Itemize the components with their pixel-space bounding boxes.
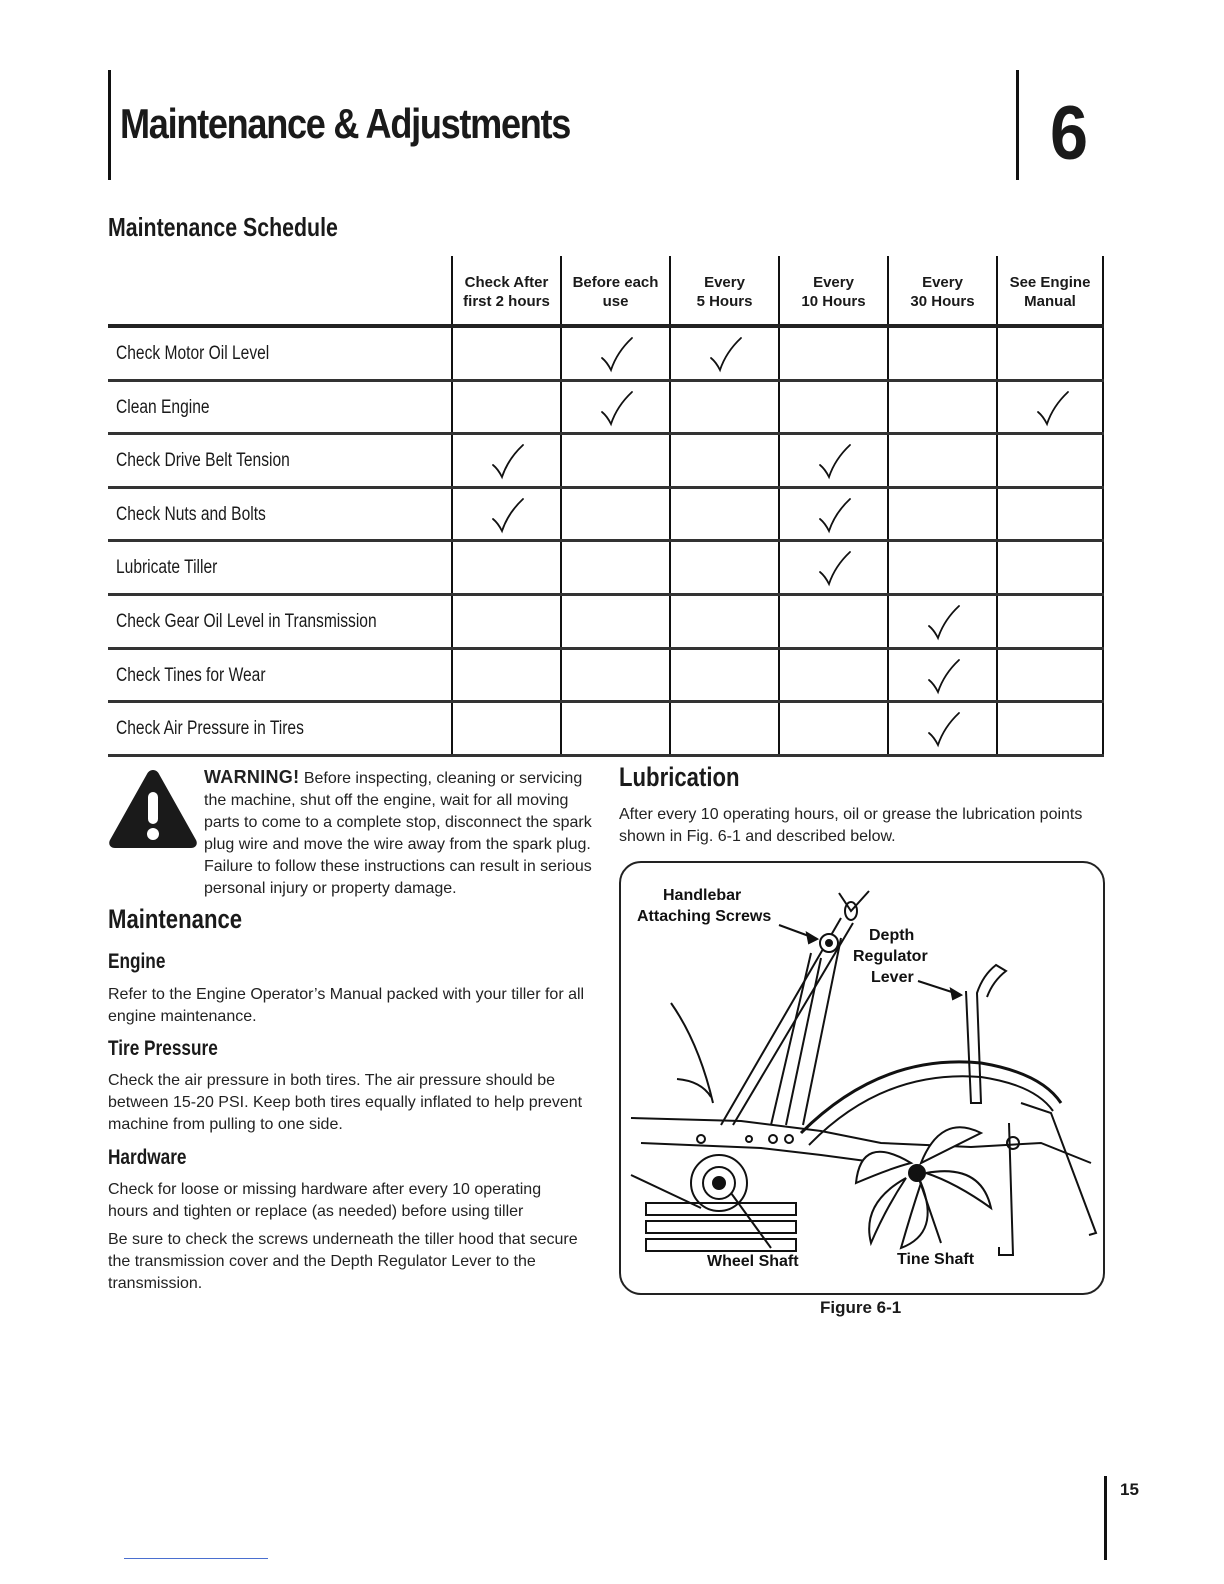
- maintenance-schedule-table: [108, 256, 1104, 740]
- row-label: Check Drive Belt Tension: [116, 450, 290, 472]
- table-cell: [996, 650, 1104, 701]
- row-label: Check Motor Oil Level: [116, 343, 270, 364]
- table-cell: [560, 435, 669, 486]
- checkmark-icon: [596, 334, 636, 374]
- checkmark-icon: [814, 548, 854, 588]
- hardware-text-2: Be sure to check the screws underneath the tiller hood that secure the transmission cover and the Depth Regulator Lever to the transmission.: [108, 1231, 578, 1292]
- engine-heading: Engine: [108, 950, 166, 973]
- lubrication-text: After every 10 operating hours, oil or grease the lubrication points shown in Fig. 6-1 and described below.: [619, 806, 1083, 845]
- table-cell: [451, 650, 560, 701]
- table-cell: [887, 650, 996, 701]
- figure-6-1: [619, 861, 1105, 1295]
- table-cell: [451, 703, 560, 754]
- table-row: [108, 596, 1104, 650]
- table-cell: [778, 650, 887, 701]
- table-cell: [451, 382, 560, 433]
- table-row: [108, 650, 1104, 704]
- page-number: 15: [1120, 1480, 1139, 1499]
- row-label: Check Air Pressure in Tires: [116, 718, 304, 740]
- table-cell: [996, 703, 1104, 754]
- table-cell: [560, 328, 669, 379]
- table-cell: [778, 703, 887, 754]
- label-tine-shaft: Tine Shaft: [897, 1251, 975, 1268]
- maintenance-heading: Maintenance: [108, 904, 243, 934]
- checkmark-icon: [487, 495, 527, 535]
- table-cell: [996, 382, 1104, 433]
- table-cell: [451, 435, 560, 486]
- column-header: See Engine Manual: [996, 256, 1104, 326]
- table-cell: [778, 489, 887, 540]
- label-depth-2: Regulator: [853, 948, 928, 965]
- table-cell: [996, 435, 1104, 486]
- table-cell: [778, 542, 887, 593]
- header-divider-left: [108, 70, 111, 180]
- row-label: Check Tines for Wear: [116, 664, 266, 686]
- table-cell: [887, 489, 996, 540]
- tiller-diagram: [621, 863, 1103, 1293]
- header-divider-right: [1016, 70, 1019, 180]
- page-title: Maintenance & Adjustments: [120, 100, 571, 147]
- checkmark-icon: [923, 709, 963, 749]
- label-depth-3: Lever: [871, 969, 914, 986]
- table-cell: [887, 328, 996, 379]
- table-cell: [560, 542, 669, 593]
- table-cell: [778, 435, 887, 486]
- label-handlebar-2: Attaching Screws: [637, 908, 772, 925]
- table-cell: [887, 382, 996, 433]
- table-cell: [451, 489, 560, 540]
- table-cell: [778, 328, 887, 379]
- table-cell: [996, 489, 1104, 540]
- table-cell: [669, 703, 778, 754]
- table-cell: [560, 382, 669, 433]
- table-cell: [996, 542, 1104, 593]
- table-cell: [669, 542, 778, 593]
- table-row: [108, 489, 1104, 543]
- checkmark-icon: [923, 656, 963, 696]
- table-cell: [669, 435, 778, 486]
- table-cell: [887, 435, 996, 486]
- table-row: [108, 435, 1104, 489]
- table-cell: [887, 542, 996, 593]
- tire-pressure-heading: Tire Pressure: [108, 1037, 218, 1060]
- table-cell: [669, 382, 778, 433]
- table-row: [108, 542, 1104, 596]
- table-cell: [560, 489, 669, 540]
- column-header: Every 5 Hours: [669, 256, 778, 326]
- schedule-title: Maintenance Schedule: [108, 212, 338, 242]
- table-cell: [560, 703, 669, 754]
- table-cell: [451, 542, 560, 593]
- table-cell: [778, 382, 887, 433]
- checkmark-icon: [705, 334, 745, 374]
- label-wheel-shaft: Wheel Shaft: [707, 1253, 799, 1270]
- table-header: [108, 256, 1104, 326]
- table-cell: [451, 596, 560, 647]
- column-header: Before each use: [560, 256, 669, 326]
- warning-triangle-icon: [106, 766, 200, 850]
- table-cell: [560, 596, 669, 647]
- row-label: Clean Engine: [116, 396, 210, 418]
- table-row: [108, 328, 1104, 382]
- column-header: Every 10 Hours: [778, 256, 887, 326]
- checkmark-icon: [814, 495, 854, 535]
- label-handlebar-1: Handlebar: [663, 887, 742, 904]
- table-cell: [669, 489, 778, 540]
- engine-text: Refer to the Engine Operator’s Manual packed with your tiller for all engine maintenance.: [108, 986, 585, 1025]
- label-depth-1: Depth: [869, 927, 915, 944]
- table-body: [108, 328, 1104, 757]
- table-cell: [560, 650, 669, 701]
- table-cell: [669, 328, 778, 379]
- footer-divider: [1104, 1476, 1107, 1560]
- checkmark-icon: [596, 388, 636, 428]
- hardware-heading: Hardware: [108, 1146, 187, 1169]
- table-cell: [778, 596, 887, 647]
- table-cell: [451, 328, 560, 379]
- column-header: Check After first 2 hours: [451, 256, 560, 326]
- table-cell: [887, 596, 996, 647]
- table-cell: [996, 596, 1104, 647]
- figure-caption: Figure 6-1: [820, 1298, 902, 1317]
- column-header: Every 30 Hours: [887, 256, 996, 326]
- checkmark-icon: [487, 441, 527, 481]
- hardware-text-1: Check for loose or missing hardware after every 10 operating hours and tighten or replace (as needed) before using tiller: [108, 1181, 542, 1220]
- table-cell: [669, 596, 778, 647]
- lubrication-heading: Lubrication: [619, 762, 740, 792]
- checkmark-icon: [1032, 388, 1072, 428]
- table-cell: [996, 328, 1104, 379]
- footer-rule: [124, 1558, 268, 1559]
- warning-text: WARNING! Before inspecting, cleaning or servicing the machine, shut off the engine, wait for all moving parts to come to a complete stop, disconnect the spark plug wire and move the wire away from the spark plug. Failure to follow these instructions can result in serious personal injury or property damage.: [204, 767, 592, 897]
- table-row: [108, 703, 1104, 757]
- row-label: Lubricate Tiller: [116, 557, 218, 579]
- row-label: Check Nuts and Bolts: [116, 503, 266, 525]
- chapter-number: 6: [1050, 91, 1089, 176]
- tire-pressure-text: Check the air pressure in both tires. The air pressure should be between 15-20 PSI. Keep both tires equally inflated to help prevent machine from pulling to one side.: [108, 1072, 583, 1133]
- table-cell: [887, 703, 996, 754]
- table-row: [108, 382, 1104, 436]
- table-cell: [669, 650, 778, 701]
- checkmark-icon: [814, 441, 854, 481]
- row-label: Check Gear Oil Level in Transmission: [116, 610, 377, 632]
- checkmark-icon: [923, 602, 963, 642]
